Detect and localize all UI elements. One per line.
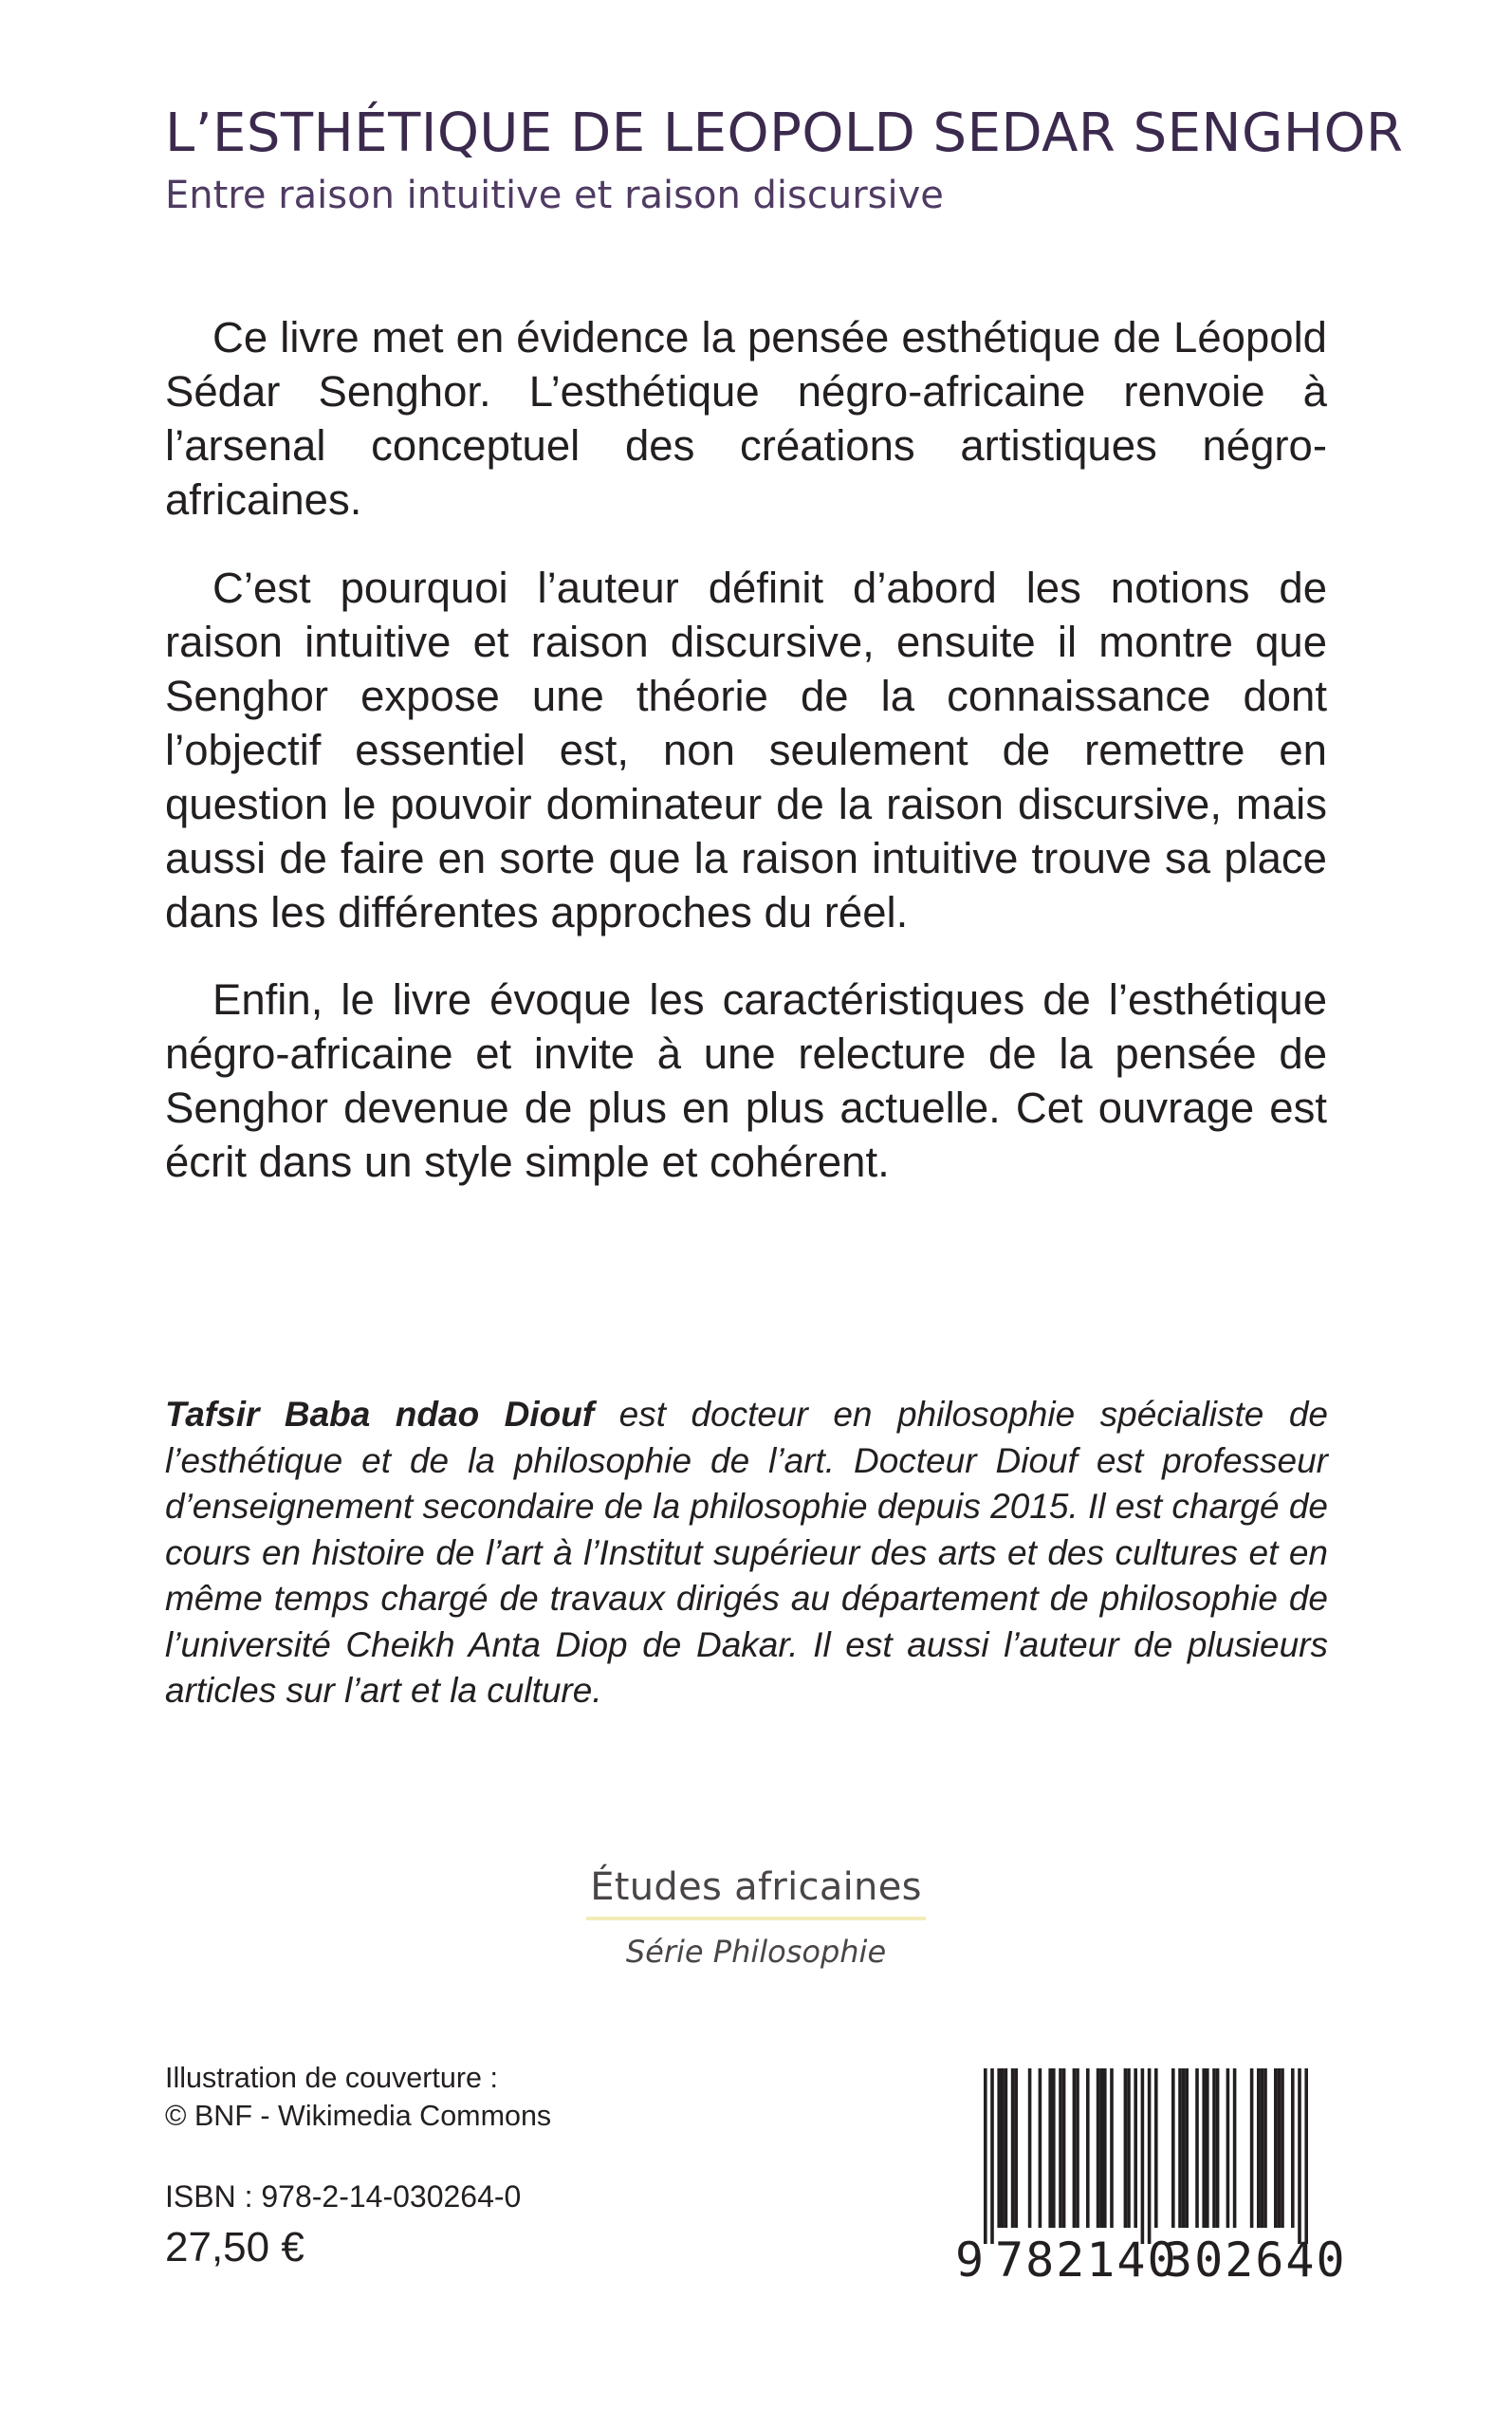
barcode-bar	[1263, 2068, 1267, 2228]
barcode-bar	[1206, 2068, 1209, 2228]
barcode-bar	[1073, 2068, 1077, 2228]
barcode-bar	[1261, 2068, 1264, 2228]
barcode-bar	[1001, 2068, 1005, 2228]
barcode-bar	[1291, 2068, 1295, 2228]
collection-series: Série Philosophie	[625, 1934, 887, 1970]
credits-line-2: © BNF - Wikimedia Commons	[165, 2100, 552, 2132]
barcode-bar	[1233, 2068, 1237, 2228]
barcode-bar	[1124, 2068, 1128, 2228]
barcode-bar	[1195, 2068, 1199, 2228]
book-subtitle: Entre raison intuitive et raison discursive	[165, 174, 944, 217]
barcode-bar	[1086, 2068, 1090, 2228]
summary-paragraph-3: Enfin, le livre évoque les caractéristiques de l’esthétique négro-africaine et invite à une relecture de la pensée de Senghor devenue de plus en plus actuelle. Cet ouvrage est écrit dans un style simple et cohérent.	[165, 975, 1327, 1186]
barcode-bar	[1185, 2068, 1189, 2228]
author-name: Tafsir Baba ndao Diouf	[165, 1395, 595, 1434]
barcode-bar	[990, 2068, 994, 2244]
barcode-group-1: 782140	[995, 2233, 1178, 2288]
isbn: ISBN : 978-2-14-030264-0	[165, 2179, 522, 2214]
barcode-lead-digit: 9	[955, 2233, 985, 2288]
barcode-bar	[1148, 2068, 1152, 2244]
barcode-bar	[1099, 2068, 1103, 2228]
barcode-bar	[1005, 2068, 1008, 2228]
barcode-bar	[1298, 2068, 1301, 2244]
barcode-bar	[1076, 2068, 1079, 2228]
barcode-bar	[1141, 2068, 1145, 2244]
barcode-bar	[1278, 2068, 1282, 2228]
author-bio-text: est docteur en philosophie spécialiste de l’esthétique et de la philosophie de l’art. Docteur Diouf est professeur d’enseignement secondaire de la philosophie depuis 2015. Il est chargé de cours en histoire de l’art à l’Institut supérieur des arts et des cultures et en même temps chargé de travaux dirigés au département de philosophie de l’université Cheikh Anta Diop de Dakar. Il est aussi l’auteur de plusieurs articles sur l’art et la culture.	[165, 1395, 1328, 1710]
barcode-bar	[1103, 2068, 1107, 2228]
book-title: L’ESTHÉTIQUE DE LEOPOLD SEDAR SENGHOR	[165, 102, 1404, 164]
barcode-bar	[1062, 2068, 1066, 2228]
barcode-bar	[1052, 2068, 1056, 2228]
barcode-bar	[1304, 2068, 1308, 2244]
barcode-bar	[1028, 2068, 1032, 2228]
barcode-bar	[1182, 2068, 1186, 2228]
barcode-bar	[1226, 2068, 1230, 2228]
barcode-bar	[984, 2068, 987, 2244]
barcode-bar	[1216, 2068, 1220, 2228]
barcode-bar	[1039, 2068, 1042, 2228]
barcode-bar	[1048, 2068, 1052, 2228]
barcode-bar	[1011, 2068, 1015, 2228]
barcode-group-2: 302640	[1164, 2233, 1347, 2288]
barcode-bar	[1212, 2068, 1216, 2228]
barcode-bar	[1127, 2068, 1131, 2228]
author-bio	[165, 1392, 1328, 1714]
barcode-bar	[997, 2068, 1001, 2228]
barcode-bar	[1154, 2068, 1158, 2228]
barcode-bar	[1281, 2068, 1284, 2228]
barcode-bar	[1171, 2068, 1175, 2228]
barcode-bar	[1134, 2068, 1137, 2228]
barcode-bar	[1250, 2068, 1254, 2228]
credits-line-1: Illustration de couverture :	[165, 2062, 498, 2094]
summary-paragraph-2: C’est pourquoi l’auteur définit d’abord les notions de raison intuitive et raison discursive, ensuite il montre que Senghor expose une théorie de la connaissance dont l’objectif essentiel est, non seulement de remettre en question le pouvoir dominateur de la raison discursive, mais aussi de faire en sorte que la raison intuitive trouve sa place dans les différentes approches du réel.	[165, 564, 1327, 936]
barcode-bar	[1178, 2068, 1182, 2228]
barcode-bar	[1014, 2068, 1018, 2228]
price: 27,50 €	[165, 2224, 304, 2270]
barcode-bars	[955, 2068, 1330, 2244]
barcode	[955, 2068, 1347, 2292]
barcode-bar	[1097, 2068, 1100, 2228]
barcode-bar	[1202, 2068, 1206, 2228]
barcode-bar	[1274, 2068, 1278, 2228]
summary-paragraph-1: Ce livre met en évidence la pensée esthétique de Léopold Sédar Senghor. L’esthétique négro-africaine renvoie à l’arsenal conceptuel des créations artistiques négro-africaines.	[165, 313, 1327, 524]
collection-block	[0, 1865, 1512, 1970]
illustration-credits	[165, 2059, 551, 2135]
collection-name: Études africaines	[586, 1865, 926, 1920]
barcode-bar	[1110, 2068, 1114, 2228]
barcode-bar	[1059, 2068, 1062, 2228]
barcode-bar	[1257, 2068, 1261, 2228]
